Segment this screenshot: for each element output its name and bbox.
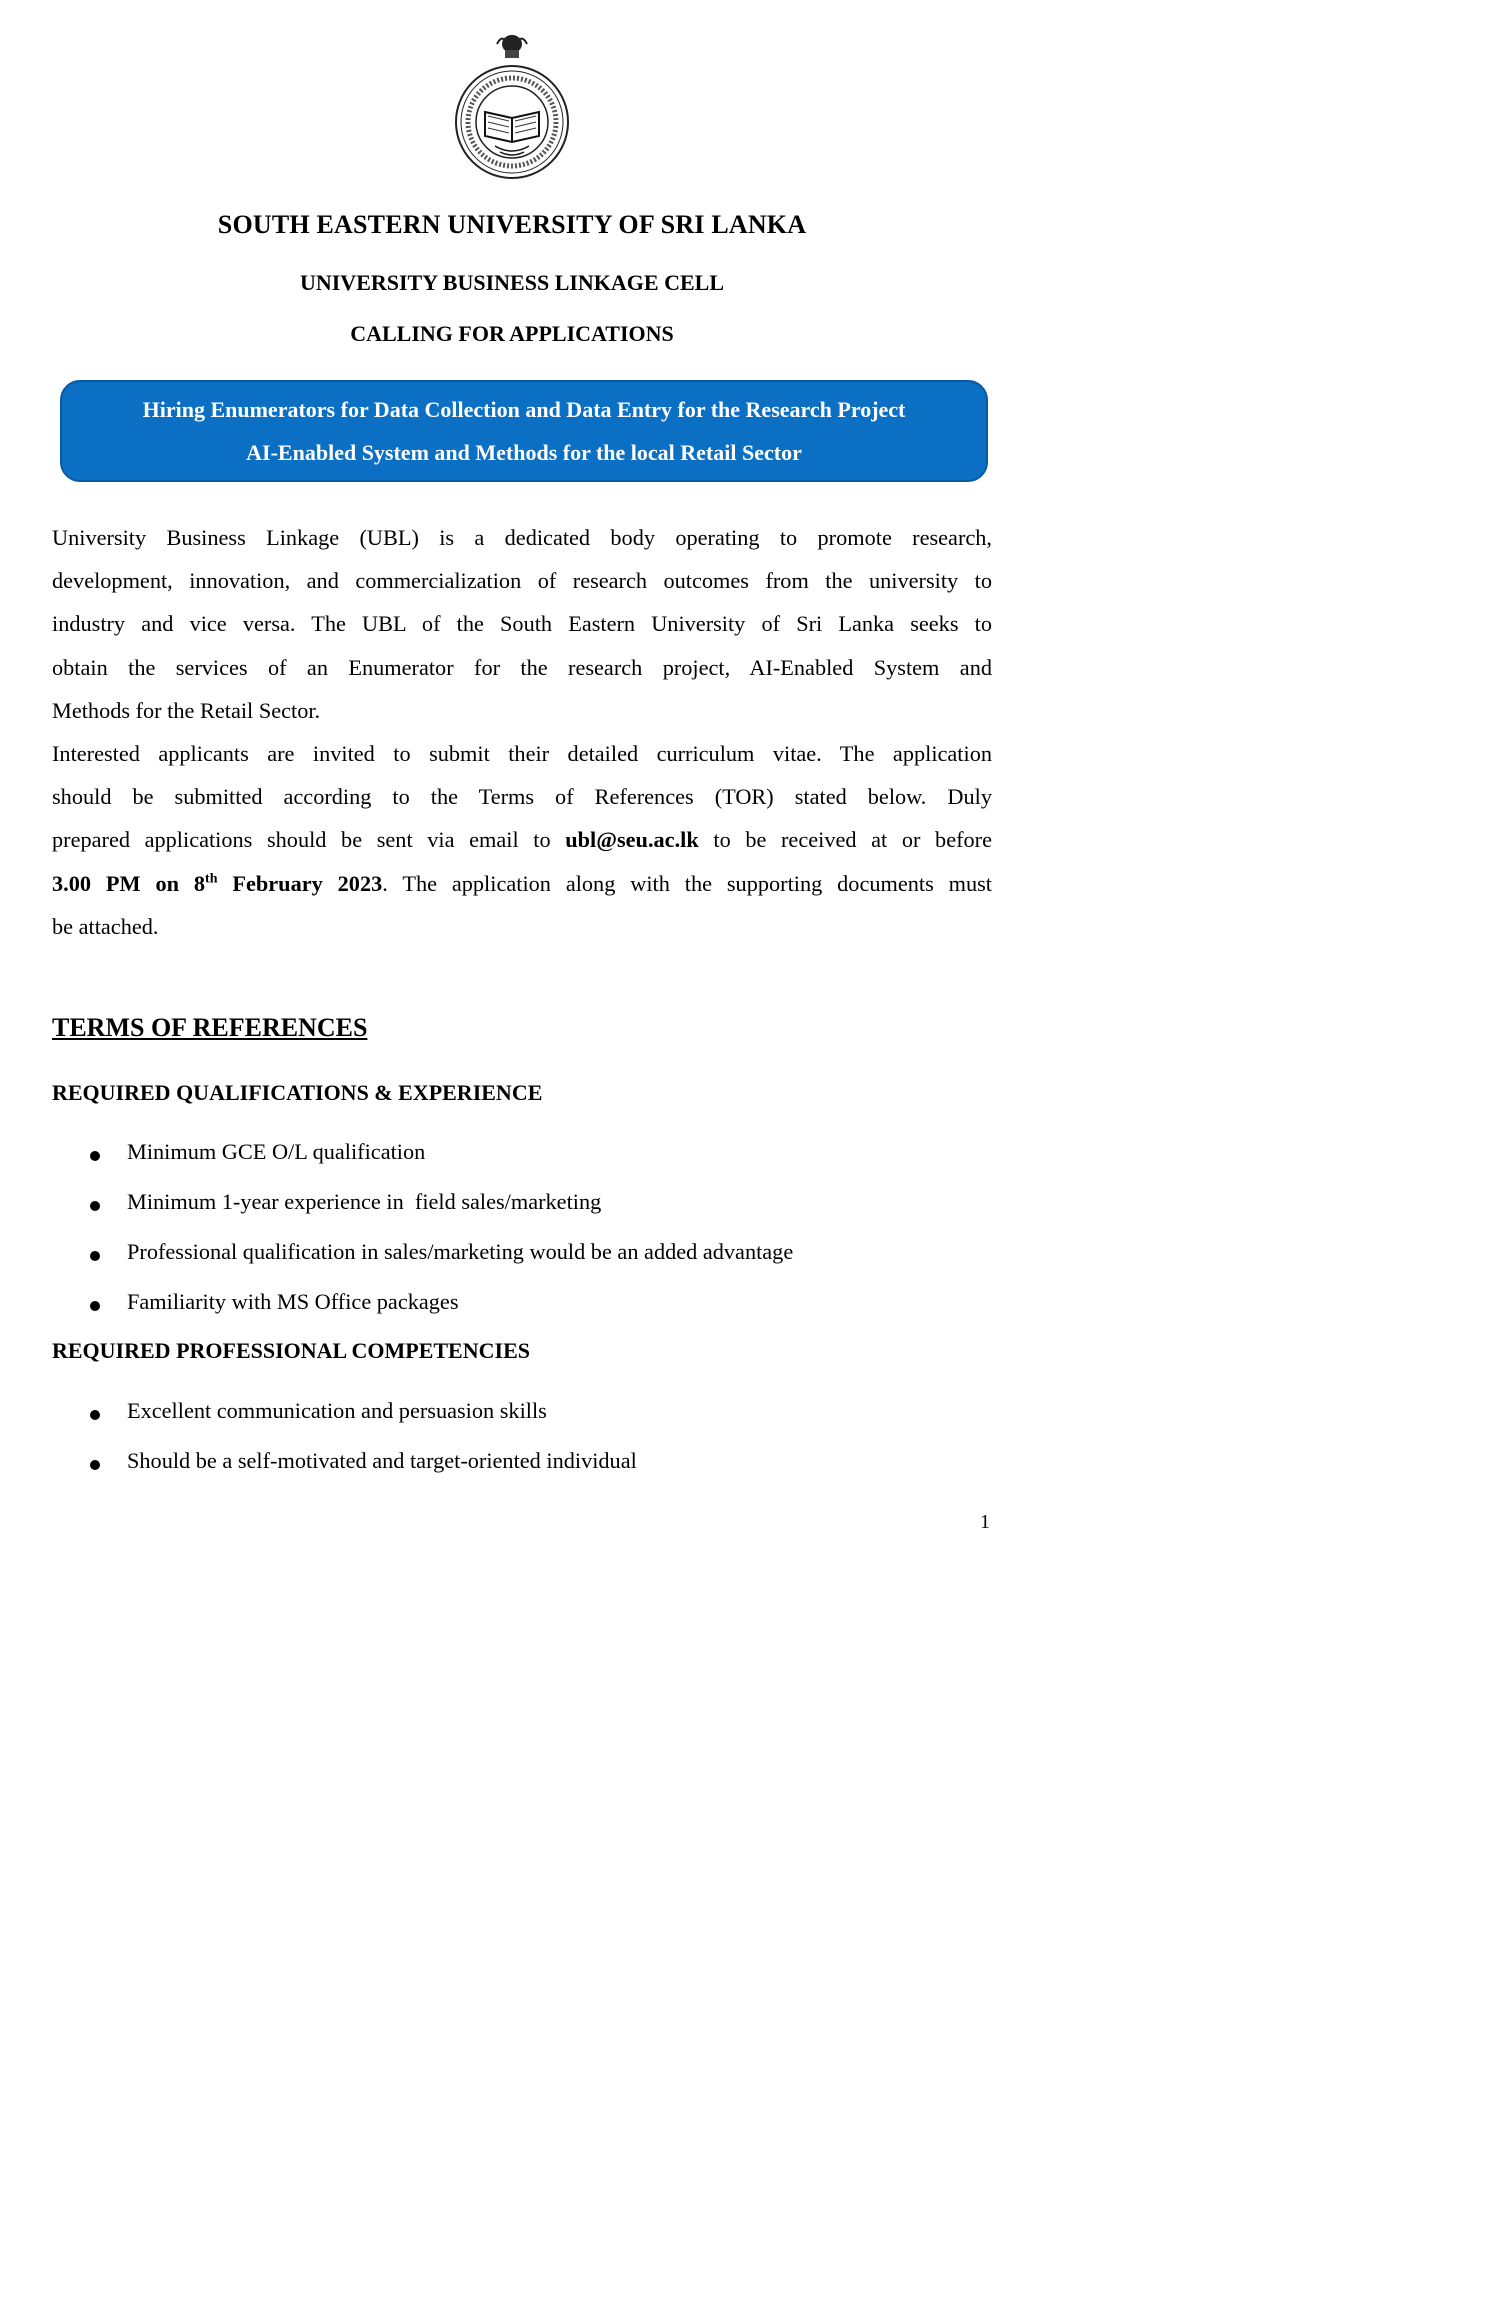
university-title: SOUTH EASTERN UNIVERSITY OF SRI LANKA bbox=[217, 210, 807, 239]
application-text: prepared applications should be sent via email to bbox=[52, 827, 566, 853]
bullet-icon bbox=[90, 1460, 100, 1470]
bullet-icon bbox=[90, 1151, 100, 1161]
application-text: to be received at or before bbox=[698, 827, 992, 853]
intro-line: industry and vice versa. The UBL of the South Eastern University of Sri Lanka seeks to bbox=[52, 611, 992, 637]
deadline bbox=[52, 871, 382, 896]
application-line bbox=[52, 862, 992, 905]
banner-line-1: Hiring Enumerators for Data Collection and Data Entry for the Research Project bbox=[142, 397, 906, 422]
university-seal-logo bbox=[455, 30, 570, 182]
application-line: should be submitted according to the Terms of References (TOR) stated below. Duly bbox=[52, 784, 992, 810]
intro-line: Methods for the Retail Sector. bbox=[52, 697, 321, 723]
deadline-month: February 2023 bbox=[217, 870, 383, 896]
deadline-suffix: th bbox=[205, 871, 218, 887]
intro-line: University Business Linkage (UBL) is a dedicated body operating to promote research, bbox=[52, 525, 992, 550]
tor-title: TERMS OF REFERENCES bbox=[52, 1013, 368, 1042]
call-title: CALLING FOR APPLICATIONS bbox=[350, 321, 674, 346]
bullet-icon bbox=[90, 1251, 100, 1261]
banner-line-2: AI-Enabled System and Methods for the local Retail Sector bbox=[246, 440, 802, 465]
unit-title: UNIVERSITY BUSINESS LINKAGE CELL bbox=[299, 270, 725, 295]
list-item-text: Familiarity with MS Office packages bbox=[127, 1289, 459, 1314]
application-text: . The application along with the supporting documents must bbox=[382, 870, 992, 896]
application-paragraph bbox=[52, 732, 992, 948]
list-item-text: Should be a self-motivated and target-oriented individual bbox=[127, 1448, 637, 1473]
bullet-icon bbox=[90, 1301, 100, 1311]
intro-paragraph bbox=[52, 516, 992, 732]
application-line bbox=[52, 818, 992, 861]
bullet-icon bbox=[90, 1201, 100, 1211]
application-line: Interested applicants are invited to submit their detailed curriculum vitae. The application bbox=[52, 741, 992, 766]
bullet-icon bbox=[90, 1410, 100, 1420]
qualifications-heading: REQUIRED QUALIFICATIONS & EXPERIENCE bbox=[52, 1080, 543, 1105]
deadline-date: 3.00 PM on 8 bbox=[52, 870, 206, 896]
list-item-text: Minimum 1-year experience in field sales/marketing bbox=[127, 1189, 602, 1214]
intro-line: development, innovation, and commercialization of research outcomes from the university to bbox=[52, 568, 992, 594]
list-item-text: Excellent communication and persuasion skills bbox=[127, 1398, 547, 1423]
intro-line: obtain the services of an Enumerator for the research project, AI-Enabled System and bbox=[52, 654, 992, 680]
project-banner bbox=[60, 380, 988, 482]
list-item-text: Professional qualification in sales/marketing would be an added advantage bbox=[127, 1239, 794, 1264]
list-item-text: Minimum GCE O/L qualification bbox=[127, 1139, 426, 1164]
email-address: ubl@seu.ac.lk bbox=[565, 827, 699, 853]
application-line: be attached. bbox=[52, 913, 159, 939]
competencies-heading: REQUIRED PROFESSIONAL COMPETENCIES bbox=[52, 1338, 530, 1363]
page-number: 1 bbox=[980, 1511, 990, 1533]
